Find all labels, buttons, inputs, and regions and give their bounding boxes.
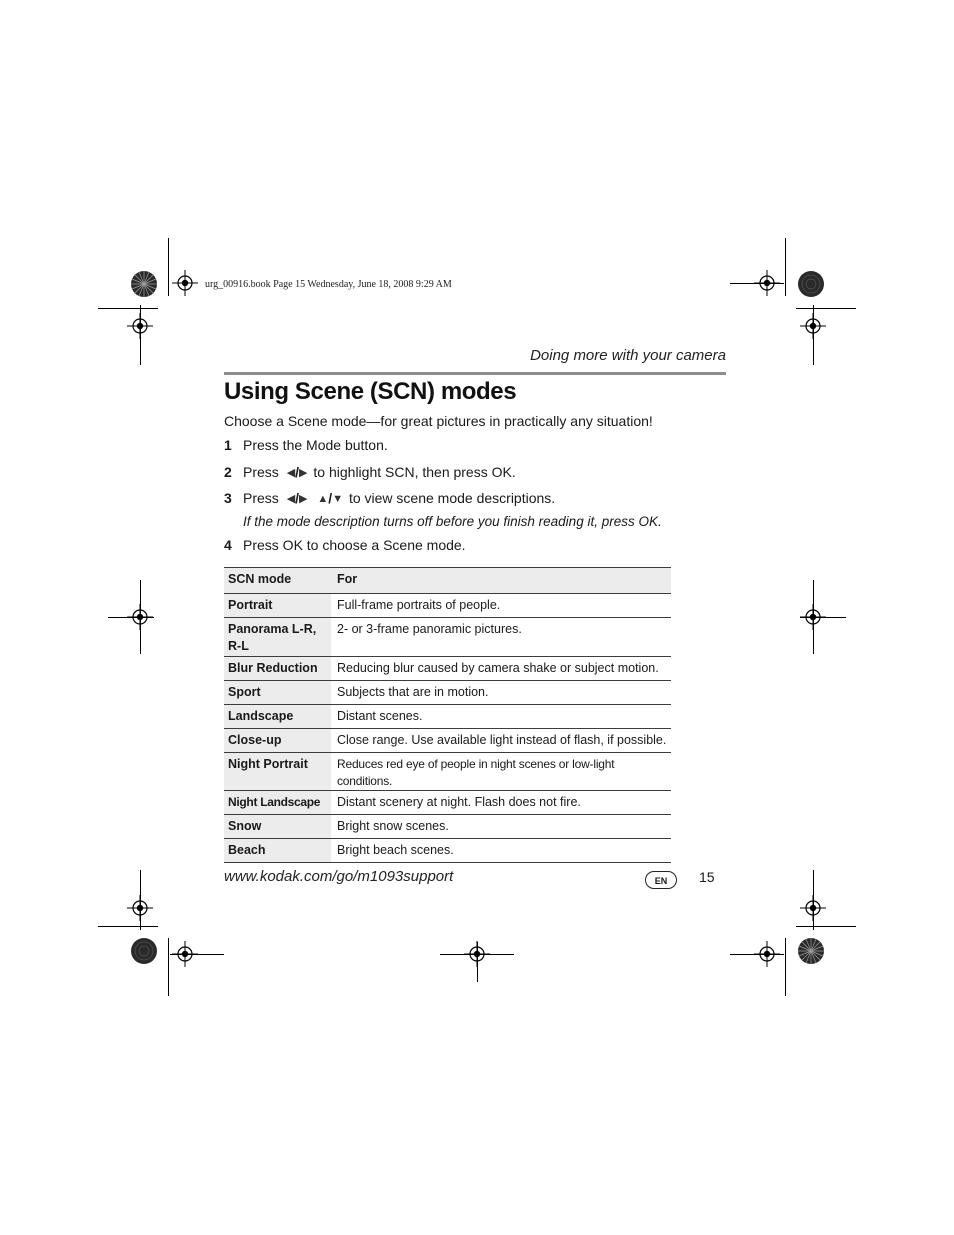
mode-name: Landscape [224, 705, 331, 729]
step-1 [224, 437, 388, 453]
running-head: Doing more with your camera [530, 347, 726, 364]
step-text-pre: Press [243, 464, 279, 480]
table-row [224, 729, 671, 753]
mode-description: Full-frame portraits of people. [331, 594, 671, 618]
table-row [224, 839, 671, 863]
intro-text: Choose a Scene mode—for great pictures in practically any situation! [224, 413, 653, 429]
mode-description: 2- or 3-frame panoramic pictures. [331, 618, 671, 657]
left-right-arrow-icon: ◀/▶ [286, 490, 308, 506]
table-row [224, 705, 671, 729]
registration-target-icon [127, 313, 153, 339]
mode-description: Distant scenes. [331, 705, 671, 729]
page-number: 15 [699, 869, 715, 885]
table-row [224, 753, 671, 791]
column-header-mode: SCN mode [224, 568, 331, 594]
star-target-icon [797, 937, 825, 965]
star-target-icon [797, 270, 825, 298]
mode-description: Bright beach scenes. [331, 839, 671, 863]
left-right-arrow-icon: ◀/▶ [286, 464, 308, 480]
mode-name: Beach [224, 839, 331, 863]
crop-mark [98, 308, 158, 309]
step-text-pre: Press [243, 490, 279, 506]
step-number: 2 [224, 464, 232, 480]
table-header-row [224, 568, 671, 594]
star-target-icon [130, 937, 158, 965]
header-rule [224, 372, 726, 375]
step-text-post: to highlight SCN, then press OK. [313, 464, 516, 480]
support-url-link[interactable]: www.kodak.com/go/m1093support [224, 868, 454, 885]
mode-name: Night Landscape [224, 791, 331, 815]
step-2 [224, 464, 516, 480]
crop-mark [170, 954, 224, 955]
step-number: 1 [224, 437, 232, 453]
registration-target-icon [127, 895, 153, 921]
step-note: If the mode description turns off before you finish reading it, press OK. [243, 514, 662, 529]
mode-name: Close-up [224, 729, 331, 753]
table-row [224, 594, 671, 618]
table-row [224, 618, 671, 657]
page-title: Using Scene (SCN) modes [224, 378, 517, 405]
mode-name: Sport [224, 681, 331, 705]
mode-name: Snow [224, 815, 331, 839]
mode-description: Subjects that are in motion. [331, 681, 671, 705]
language-badge: EN [645, 871, 677, 889]
step-text: Press the Mode button. [243, 437, 388, 453]
step-text: Press OK to choose a Scene mode. [243, 537, 466, 553]
step-3 [224, 490, 555, 506]
crop-mark [108, 617, 154, 618]
crop-mark [796, 926, 856, 927]
step-number: 4 [224, 537, 232, 553]
crop-mark [785, 238, 786, 296]
crop-mark [440, 954, 514, 955]
step-text-post: to view scene mode descriptions. [348, 490, 556, 506]
crop-mark [800, 617, 846, 618]
crop-mark [796, 308, 856, 309]
mode-name: Panorama L-R, R-L [224, 618, 331, 657]
mode-description: Reducing blur caused by camera shake or subject motion. [331, 657, 671, 681]
mode-name: Night Portrait [224, 753, 331, 791]
star-target-icon [130, 270, 158, 298]
table-row [224, 791, 671, 815]
table-row [224, 681, 671, 705]
table-row [224, 657, 671, 681]
mode-name: Portrait [224, 594, 331, 618]
registration-target-icon [800, 313, 826, 339]
table-row [224, 815, 671, 839]
mode-description: Close range. Use available light instead of flash, if possible. [331, 729, 671, 753]
up-down-arrow-icon: ▲/▼ [317, 490, 344, 506]
mode-name: Blur Reduction [224, 657, 331, 681]
print-slug: urg_00916.book Page 15 Wednesday, June 18, 2008 9:29 AM [205, 279, 452, 290]
crop-mark [785, 938, 786, 996]
crop-mark [730, 954, 784, 955]
crop-mark [168, 938, 169, 996]
mode-description: Bright snow scenes. [331, 815, 671, 839]
step-number: 3 [224, 490, 232, 506]
crop-mark [168, 238, 169, 296]
crop-mark [730, 283, 784, 284]
registration-target-icon [800, 895, 826, 921]
step-4 [224, 537, 466, 553]
registration-target-icon [172, 270, 198, 296]
column-header-for: For [331, 568, 671, 594]
scene-mode-table [224, 567, 671, 863]
mode-description: Reduces red eye of people in night scenes or low-light conditions. [331, 753, 671, 791]
crop-mark [98, 926, 158, 927]
mode-description: Distant scenery at night. Flash does not fire. [331, 791, 671, 815]
